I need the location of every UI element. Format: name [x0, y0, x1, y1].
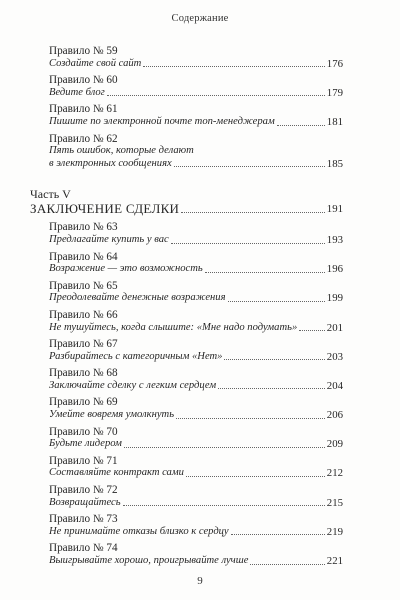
- rule-title: Возражение — это возможность: [49, 263, 203, 275]
- rule-title-row: [49, 497, 343, 510]
- rule-title: Преодолевайте денежные возражения: [49, 292, 226, 304]
- part-label: Часть V: [30, 187, 71, 202]
- rule-number: Правило № 62: [49, 132, 118, 145]
- toc-entry: [49, 251, 343, 276]
- toc-entry: [49, 396, 343, 421]
- rule-title: в электронных сообщениях: [49, 157, 172, 169]
- dot-leader: [171, 243, 325, 244]
- rule-title: Не принимайте отказы близко к сердцу: [49, 525, 229, 537]
- toc-entries-part-v: [30, 221, 343, 571]
- entry-page-number: 199: [326, 292, 343, 305]
- entry-page-number: 219: [326, 525, 343, 538]
- table-of-contents: [30, 45, 343, 572]
- rule-title: Пишите по электронной почте топ-менеджерам: [49, 115, 275, 127]
- rule-title-row: [49, 263, 343, 276]
- dot-leader: [205, 272, 325, 273]
- toc-entry: [49, 455, 343, 480]
- toc-entry: [49, 103, 343, 128]
- toc-entry: [49, 45, 343, 70]
- rule-title: Разбирайтесь с категоричным «Нет»: [49, 350, 223, 362]
- rule-title-row: [49, 87, 343, 100]
- rule-title-row: [49, 438, 343, 451]
- dot-leader: [107, 95, 325, 96]
- rule-title-row: [49, 322, 343, 335]
- dot-leader: [143, 66, 324, 67]
- part-title: ЗАКЛЮЧЕНИЕ СДЕЛКИ: [30, 201, 180, 217]
- rule-title-row: [49, 58, 343, 71]
- rule-title: Составляйте контракт сами: [49, 467, 184, 479]
- toc-entry: [49, 367, 343, 392]
- toc-entry: [49, 484, 343, 509]
- entry-page-number: 215: [326, 496, 343, 509]
- entry-page-number: 221: [326, 555, 343, 567]
- part-page-number: 191: [326, 203, 343, 216]
- toc-entry: [49, 74, 343, 99]
- rule-number: Правило № 69: [49, 396, 118, 409]
- entry-page-number: 209: [326, 438, 343, 451]
- rule-number: Правило № 63: [49, 221, 118, 234]
- rule-title-row: [49, 526, 343, 539]
- rule-title-row: [49, 409, 343, 422]
- dot-leader: [228, 301, 325, 302]
- running-head: Содержание: [171, 13, 229, 24]
- dot-leader: [176, 418, 325, 419]
- rule-title: Выигрывайте хорошо, проигрывайте лучше: [49, 555, 249, 566]
- entry-page-number: 206: [326, 409, 343, 422]
- entry-page-number: 203: [326, 350, 343, 363]
- toc-entry: [49, 338, 343, 363]
- rule-number: Правило № 66: [49, 308, 118, 321]
- dot-leader: [277, 125, 325, 126]
- rule-title-line: Пять ошибок, которые делают: [49, 145, 194, 157]
- rule-title: Будьте лидером: [49, 438, 122, 450]
- entry-spacer: [30, 170, 343, 174]
- entry-page-number: 176: [326, 57, 343, 70]
- toc-entries-part-iv: [30, 45, 343, 174]
- toc-entry: [49, 309, 343, 334]
- rule-number: Правило № 71: [49, 454, 118, 467]
- rule-number: Правило № 73: [49, 513, 118, 526]
- entry-page-number: 179: [326, 86, 343, 99]
- entry-page-number: 185: [326, 157, 343, 170]
- entry-page-number: 201: [326, 321, 343, 334]
- rule-title-row: [49, 292, 343, 305]
- rule-title-row: [49, 467, 343, 480]
- dot-leader: [299, 330, 325, 331]
- entry-page-number: 181: [326, 115, 343, 128]
- dot-leader: [186, 476, 325, 477]
- rule-title-row: [49, 351, 343, 364]
- toc-entry: [49, 542, 343, 567]
- entry-page-number: 196: [326, 263, 343, 276]
- dot-leader: [174, 166, 325, 167]
- toc-entry: [49, 133, 343, 171]
- dot-leader: [123, 505, 325, 506]
- toc-entry: [49, 426, 343, 451]
- rule-number: Правило № 64: [49, 250, 118, 263]
- rule-title: Не тушуйтесь, когда слышите: «Мне надо подумать»: [49, 321, 298, 333]
- dot-leader: [218, 388, 325, 389]
- rule-title: Возвращайтесь: [49, 496, 121, 508]
- rule-number: Правило № 68: [49, 367, 118, 380]
- rule-title-row: [49, 234, 343, 247]
- dot-leader: [250, 564, 324, 565]
- rule-number: Правило № 61: [49, 103, 118, 116]
- rule-title-row: [49, 116, 343, 129]
- entry-page-number: 204: [326, 379, 343, 392]
- toc-entry: [49, 513, 343, 538]
- entry-page-number: 212: [326, 467, 343, 480]
- rule-title-row: [49, 555, 343, 568]
- rule-number: Правило № 72: [49, 484, 118, 497]
- rule-number: Правило № 65: [49, 279, 118, 292]
- dot-leader: [124, 447, 325, 448]
- toc-entry: [49, 280, 343, 305]
- entry-page-number: 193: [326, 233, 343, 246]
- rule-number: Правило № 70: [49, 425, 118, 438]
- rule-title: Заключайте сделку с легким сердцем: [49, 379, 217, 391]
- dot-leader: [224, 359, 324, 360]
- rule-title-row: [49, 380, 343, 393]
- rule-title: Умейте вовремя умолкнуть: [49, 409, 175, 421]
- rule-title: Ведите блог: [49, 86, 105, 98]
- toc-entry: [49, 221, 343, 246]
- rule-number: Правило № 60: [49, 74, 118, 87]
- page-number: 9: [197, 575, 203, 587]
- rule-title: Предлагайте купить у вас: [49, 233, 169, 245]
- rule-title: Создайте свой сайт: [49, 57, 142, 69]
- rule-number: Правило № 74: [49, 542, 118, 555]
- rule-number: Правило № 67: [49, 338, 118, 351]
- entry-spacer: [30, 568, 343, 572]
- rule-title-row: [49, 158, 343, 171]
- rule-number: Правило № 59: [49, 45, 118, 57]
- dot-leader: [231, 534, 325, 535]
- dot-leader: [181, 212, 325, 213]
- part-title-line: [30, 201, 343, 217]
